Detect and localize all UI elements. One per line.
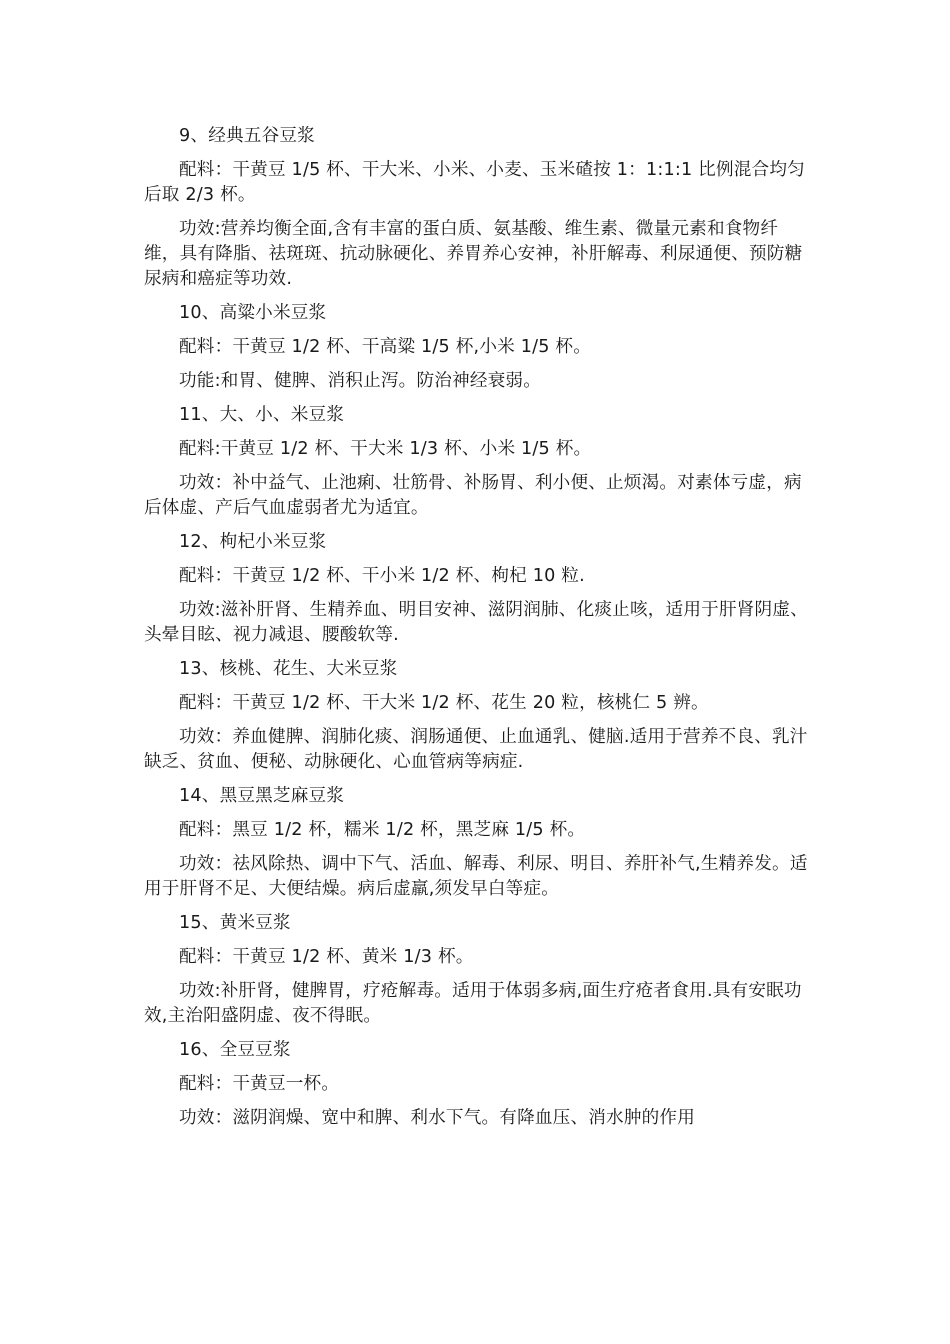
section-10-title: 10、高粱小米豆浆 <box>179 303 327 323</box>
section-12-effect: 功效:滋补肝肾、生精养血、明目安神、滋阴润肺、化痰止咳，适用于肝肾阴虚、头晕目眩、视力减退、腰酸软等. <box>144 600 808 645</box>
section-15-ingredients: 配料：干黄豆 1/2 杯、黄米 1/3 杯。 <box>179 947 474 967</box>
section-11-effect: 功效：补中益气、止池痢、壮筋骨、补肠胃、利小便、止烦渴。对素体亏虚，病后体虚、产后气血虚弱者尤为适宜。 <box>144 473 802 518</box>
section-9-ingredients: 配料：干黄豆 1/5 杯、干大米、小米、小麦、玉米碴按 1：1:1:1 比例混合均匀后取 2/3 杯。 <box>144 160 805 205</box>
section-16-title: 16、全豆豆浆 <box>179 1040 291 1060</box>
section-14-title: 14、黑豆黑芝麻豆浆 <box>179 786 345 806</box>
section-12-ingredients: 配料：干黄豆 1/2 杯、干小米 1/2 杯、枸杞 10 粒. <box>179 566 585 586</box>
section-13-title: 13、核桃、花生、大米豆浆 <box>179 659 398 679</box>
section-15-effect: 功效:补肝肾，健脾胃，疗疮解毒。适用于体弱多病,面生疗疮者食用.具有安眠功效,主治阳盛阴虚、夜不得眠。 <box>144 981 802 1026</box>
section-9-effect: 功效:营养均衡全面,含有丰富的蛋白质、氨基酸、维生素、微量元素和食物纤维，具有降脂、祛斑斑、抗动脉硬化、养胃养心安神，补肝解毒、利尿通便、预防糖尿病和癌症等功效. <box>144 219 803 289</box>
section-11-ingredients: 配料:干黄豆 1/2 杯、干大米 1/3 杯、小米 1/5 杯。 <box>179 439 592 459</box>
section-10-ingredients: 配料：干黄豆 1/2 杯、干高粱 1/5 杯,小米 1/5 杯。 <box>179 337 591 357</box>
section-13-ingredients: 配料：干黄豆 1/2 杯、干大米 1/2 杯、花生 20 粒，核桃仁 5 辨。 <box>179 693 709 713</box>
section-13-effect: 功效：养血健脾、润肺化痰、润肠通便、止血通乳、健脑.适用于营养不良、乳汁缺乏、贫血、便秘、动脉硬化、心血管病等病症. <box>144 727 808 772</box>
section-16-effect: 功效：滋阴润燥、宽中和脾、利水下气。有降血压、消水肿的作用 <box>179 1108 696 1128</box>
section-10-effect: 功能:和胃、健脾、消积止泻。防治神经衰弱。 <box>179 371 542 391</box>
section-14-effect: 功效：祛风除热、调中下气、活血、解毒、利尿、明目、养肝补气,生精养发。适用于肝肾不足、大便结燥。病后虚羸,须发早白等症。 <box>144 854 808 899</box>
section-9-title: 9、经典五谷豆浆 <box>179 126 315 146</box>
section-16-ingredients: 配料：干黄豆一杯。 <box>179 1074 340 1094</box>
section-14-ingredients: 配料：黑豆 1/2 杯，糯米 1/2 杯，黑芝麻 1/5 杯。 <box>179 820 586 840</box>
section-15-title: 15、黄米豆浆 <box>179 913 291 933</box>
document-body <box>144 124 808 1140</box>
section-11-title: 11、大、小、米豆浆 <box>179 405 345 425</box>
section-12-title: 12、枸杞小米豆浆 <box>179 532 327 552</box>
